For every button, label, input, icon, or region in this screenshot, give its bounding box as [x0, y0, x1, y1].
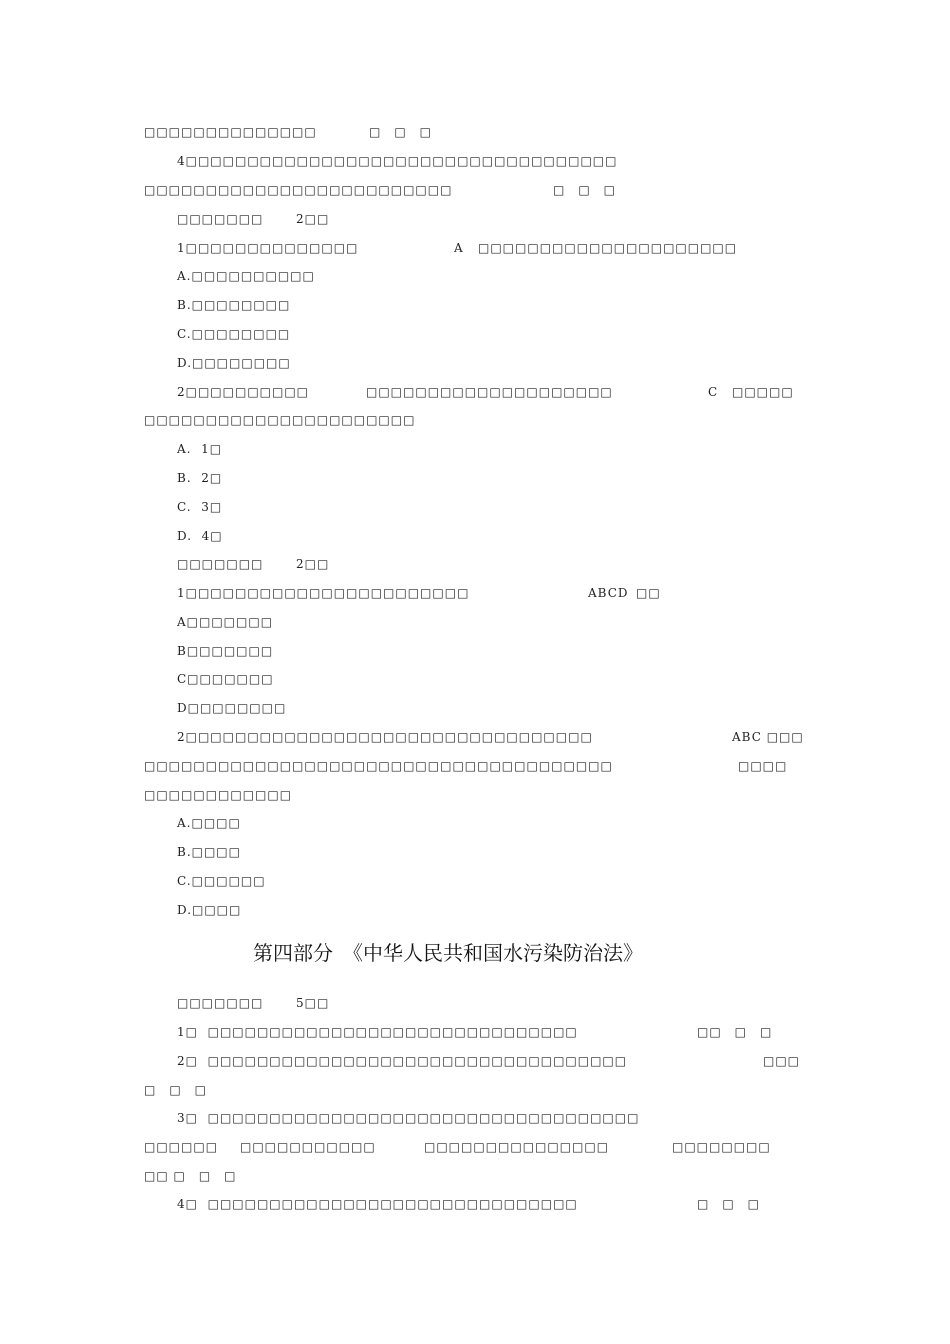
part-heading: 第四部分 《中华人民共和国水污染防治法》: [253, 941, 643, 965]
question-line: 3□ □□□□□□□□□□□□□□□□□□□□□□□□□□□□□□□□□□□: [177, 1111, 640, 1125]
text-line: □□□□□□□□□□□□□□□: [424, 1140, 610, 1154]
question-line: 2□ □□□□□□□□□□□□□□□□□□□□□□□□□□□□□□□□□□: [177, 1054, 628, 1068]
question-line: 1□□□□□□□□□□□□□□□□□□□□□□□: [177, 586, 470, 600]
answer-letter: C: [708, 385, 719, 399]
text-line: □□□□□□□□□□□□□□□□□□□□□□□□□□□□□□□□□□□□□□: [144, 759, 613, 773]
option-a: A.□□□□□□□□□□: [177, 269, 315, 283]
option-b: B.□□□□: [177, 845, 241, 859]
question-line: 1□□□□□□□□□□□□□□: [177, 241, 359, 255]
question-line: 4□□□□□□□□□□□□□□□□□□□□□□□□□□□□□□□□□□□: [177, 154, 618, 168]
answer-letter: A: [454, 241, 464, 255]
answer-letter: ABCD: [588, 586, 629, 600]
option-b: B. 2□: [177, 471, 223, 485]
text-line: □□□□□□□□□□□□: [144, 788, 293, 802]
section-score: 5□□: [296, 996, 330, 1010]
text-line: □□□□□□□□□□□□□□□□□□□□□□□□□: [144, 183, 453, 197]
text-line: □□□□□□□□: [672, 1140, 771, 1154]
option-d: D. 4□: [177, 529, 223, 543]
text-line: □□: [636, 586, 661, 600]
question-line: 2□□□□□□□□□□: [177, 385, 310, 399]
section-label: □□□□□□□: [177, 996, 264, 1010]
section-label: □□□□□□□: [177, 212, 264, 226]
option-d: D□□□□□□□□: [177, 701, 287, 715]
option-b: B□□□□□□□: [177, 644, 274, 658]
question-line: 1□ □□□□□□□□□□□□□□□□□□□□□□□□□□□□□□: [177, 1025, 578, 1039]
option-a: A□□□□□□□: [177, 615, 274, 629]
section-label: □□□□□□□: [177, 557, 264, 571]
answer-blank: □□ □ □: [697, 1025, 773, 1039]
option-c: C□□□□□□□: [177, 672, 274, 686]
text-line: □□□: [763, 1054, 801, 1068]
option-d: D.□□□□: [177, 903, 242, 917]
question-line: 4□ □□□□□□□□□□□□□□□□□□□□□□□□□□□□□□: [177, 1197, 578, 1211]
text-line: □□□□□□□□□□□□□□□□□□□□: [366, 385, 613, 399]
text-line: □□□□: [738, 759, 788, 773]
answer-blank: □ □ □: [144, 1083, 208, 1097]
option-d: D.□□□□□□□□: [177, 356, 291, 370]
text-line: □□□□□□: [144, 1140, 219, 1154]
option-c: C.□□□□□□: [177, 874, 266, 888]
answer-blank: □ □ □: [369, 125, 433, 139]
question-line: 2□□□□□□□□□□□□□□□□□□□□□□□□□□□□□□□□□: [177, 730, 593, 744]
section-score: 2□□: [296, 557, 330, 571]
option-c: C.□□□□□□□□: [177, 327, 291, 341]
option-c: C. 3□: [177, 500, 223, 514]
text-line: □□□□□□□□□□□□□□□□□□□□□: [478, 241, 738, 255]
answer-blank: □□ □ □ □: [144, 1169, 237, 1183]
option-b: B.□□□□□□□□: [177, 298, 291, 312]
answer-blank: □ □ □: [553, 183, 617, 197]
text-line: □□□□□□□□□□□□□□□□□□□□□□: [144, 413, 416, 427]
section-score: 2□□: [296, 212, 330, 226]
answer-letter: ABC □□□: [732, 730, 804, 744]
option-a: A. 1□: [177, 442, 223, 456]
text-line: □□□□□□□□□□□: [240, 1140, 376, 1154]
text-line: □□□□□: [732, 385, 794, 399]
text-line: □□□□□□□□□□□□□□: [144, 125, 317, 139]
option-a: A.□□□□: [177, 816, 241, 830]
answer-blank: □ □ □: [697, 1197, 761, 1211]
